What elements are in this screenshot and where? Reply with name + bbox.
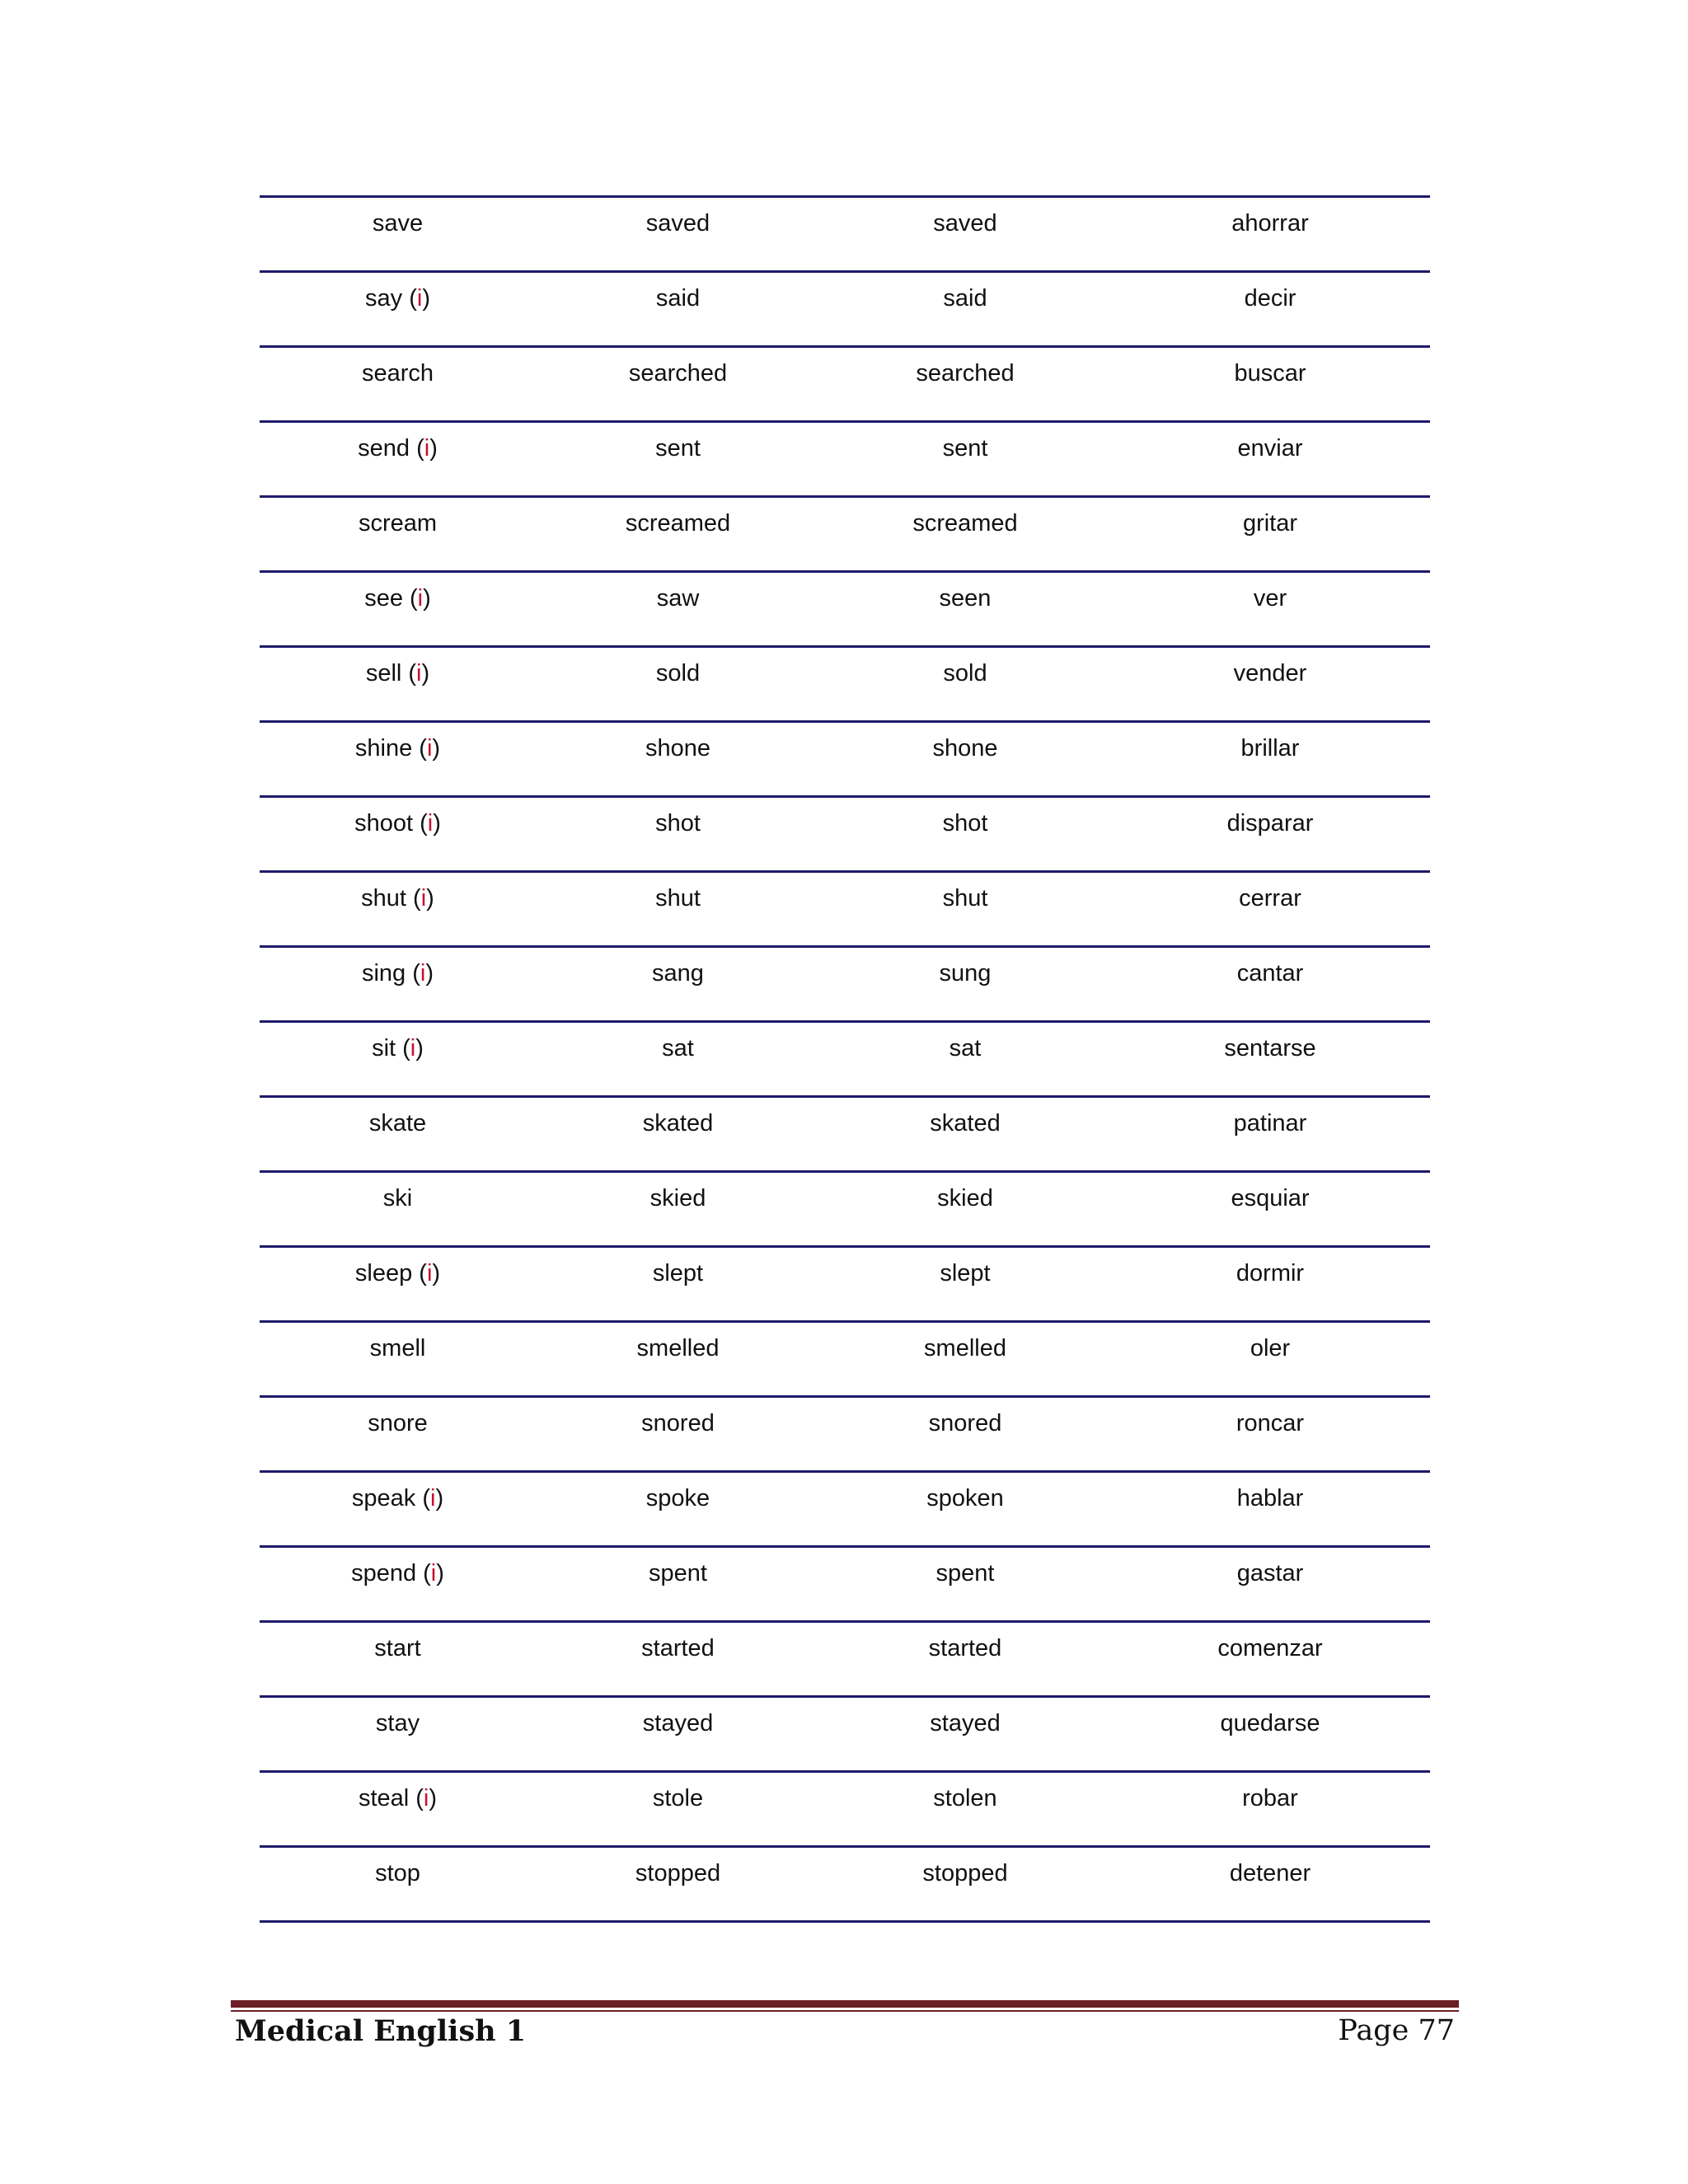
past-form: smelled: [536, 1322, 820, 1397]
past-form: slept: [536, 1247, 820, 1322]
table-row: [260, 422, 1430, 497]
base-form: steal: [358, 1785, 410, 1811]
base-form-cell: shoot (i): [260, 797, 536, 872]
past-participle: shone: [820, 722, 1110, 797]
past-participle: skated: [820, 1097, 1110, 1172]
spanish-translation: disparar: [1110, 797, 1430, 872]
table-row: [260, 1547, 1430, 1622]
irregular-marker: i: [423, 1785, 429, 1811]
table-row: [260, 647, 1430, 722]
verb-table-body: [260, 197, 1430, 1922]
spanish-translation: dormir: [1110, 1247, 1430, 1322]
past-form: spent: [536, 1547, 820, 1622]
past-participle: snored: [820, 1397, 1110, 1472]
base-form-cell: sing (i): [260, 947, 536, 1022]
past-participle: screamed: [820, 497, 1110, 572]
footer-title: Medical English 1: [235, 2014, 527, 2048]
page-number: Page 77: [1338, 2014, 1455, 2047]
past-participle: skied: [820, 1172, 1110, 1247]
past-participle: searched: [820, 347, 1110, 422]
table-row: [260, 947, 1430, 1022]
past-participle: sat: [820, 1022, 1110, 1097]
irregular-marker: i: [417, 585, 424, 612]
past-form: stole: [536, 1772, 820, 1847]
footer-rule-thin: [231, 2010, 1459, 2012]
base-form-cell: say (i): [260, 272, 536, 347]
past-form: stopped: [536, 1847, 820, 1922]
base-form-cell: steal (i): [260, 1772, 536, 1847]
irregular-marker: i: [430, 1560, 437, 1586]
past-participle: stolen: [820, 1772, 1110, 1847]
past-form: shot: [536, 797, 820, 872]
base-form: shut: [361, 885, 406, 912]
past-participle: said: [820, 272, 1110, 347]
base-form-cell: [260, 1322, 536, 1397]
spanish-translation: oler: [1110, 1322, 1430, 1397]
base-form: say: [365, 285, 403, 312]
table-row: [260, 1697, 1430, 1772]
spanish-translation: vender: [1110, 647, 1430, 722]
past-participle: saved: [820, 197, 1110, 272]
base-form: spend: [351, 1560, 417, 1586]
table-row: [260, 347, 1430, 422]
past-form: stayed: [536, 1697, 820, 1772]
base-form: save: [372, 210, 424, 237]
table-row: [260, 572, 1430, 647]
spanish-translation: enviar: [1110, 422, 1430, 497]
irregular-marker: i: [427, 810, 434, 837]
base-form-cell: [260, 1172, 536, 1247]
past-participle: sold: [820, 647, 1110, 722]
base-form-cell: sell (i): [260, 647, 536, 722]
table-row: [260, 797, 1430, 872]
spanish-translation: decir: [1110, 272, 1430, 347]
base-form: sing: [361, 960, 406, 987]
past-participle: sung: [820, 947, 1110, 1022]
past-form: searched: [536, 347, 820, 422]
table-row: [260, 1472, 1430, 1547]
past-participle: shut: [820, 872, 1110, 947]
base-form-cell: shine (i): [260, 722, 536, 797]
spanish-translation: buscar: [1110, 347, 1430, 422]
spanish-translation: patinar: [1110, 1097, 1430, 1172]
spanish-translation: cantar: [1110, 947, 1430, 1022]
base-form: sell: [365, 660, 402, 687]
spanish-translation: gastar: [1110, 1547, 1430, 1622]
base-form: send: [358, 435, 410, 462]
base-form: shoot: [354, 810, 414, 837]
table-row: [260, 1022, 1430, 1097]
base-form-cell: sit (i): [260, 1022, 536, 1097]
base-form: speak: [351, 1485, 416, 1511]
past-participle: smelled: [820, 1322, 1110, 1397]
past-form: snored: [536, 1397, 820, 1472]
spanish-translation: sentarse: [1110, 1022, 1430, 1097]
spanish-translation: gritar: [1110, 497, 1430, 572]
base-form-cell: speak (i): [260, 1472, 536, 1547]
past-form: saw: [536, 572, 820, 647]
base-form: scream: [358, 510, 438, 537]
irregular-marker: i: [410, 1035, 416, 1062]
spanish-translation: quedarse: [1110, 1697, 1430, 1772]
past-participle: slept: [820, 1247, 1110, 1322]
base-form-cell: send (i): [260, 422, 536, 497]
verb-table: [260, 195, 1430, 1923]
spanish-translation: comenzar: [1110, 1622, 1430, 1697]
spanish-translation: hablar: [1110, 1472, 1430, 1547]
past-form: sang: [536, 947, 820, 1022]
spanish-translation: esquiar: [1110, 1172, 1430, 1247]
irregular-marker: i: [429, 1485, 436, 1511]
past-form: said: [536, 272, 820, 347]
past-form: skated: [536, 1097, 820, 1172]
past-participle: spoken: [820, 1472, 1110, 1547]
table-row: [260, 1322, 1430, 1397]
base-form-cell: [260, 1847, 536, 1922]
base-form-cell: [260, 197, 536, 272]
base-form-cell: shut (i): [260, 872, 536, 947]
table-row: [260, 1847, 1430, 1922]
spanish-translation: roncar: [1110, 1397, 1430, 1472]
past-form: sent: [536, 422, 820, 497]
table-row: [260, 497, 1430, 572]
base-form-cell: [260, 347, 536, 422]
past-form: shut: [536, 872, 820, 947]
base-form: skate: [368, 1110, 427, 1137]
past-form: screamed: [536, 497, 820, 572]
table-row: [260, 1772, 1430, 1847]
past-participle: shot: [820, 797, 1110, 872]
irregular-marker: i: [416, 660, 422, 687]
past-form: started: [536, 1622, 820, 1697]
base-form-cell: spend (i): [260, 1547, 536, 1622]
table-row: [260, 272, 1430, 347]
past-participle: started: [820, 1622, 1110, 1697]
irregular-marker: i: [420, 960, 426, 987]
table-row: [260, 197, 1430, 272]
past-form: saved: [536, 197, 820, 272]
footer-rule: [231, 2000, 1459, 2008]
past-form: sat: [536, 1022, 820, 1097]
base-form: start: [374, 1635, 421, 1661]
table-row: [260, 1172, 1430, 1247]
irregular-marker: i: [424, 435, 430, 462]
base-form: stay: [375, 1710, 420, 1736]
base-form-cell: [260, 1622, 536, 1697]
base-form: see: [364, 585, 403, 612]
irregular-marker: i: [426, 735, 433, 762]
table-row: [260, 722, 1430, 797]
irregular-marker: i: [426, 1260, 433, 1286]
base-form: sit: [372, 1035, 396, 1062]
past-participle: stayed: [820, 1697, 1110, 1772]
base-form-cell: [260, 1097, 536, 1172]
spanish-translation: ver: [1110, 572, 1430, 647]
base-form: smell: [369, 1335, 426, 1361]
past-participle: spent: [820, 1547, 1110, 1622]
table-row: [260, 1397, 1430, 1472]
past-participle: seen: [820, 572, 1110, 647]
base-form-cell: [260, 1697, 536, 1772]
spanish-translation: cerrar: [1110, 872, 1430, 947]
spanish-translation: detener: [1110, 1847, 1430, 1922]
past-participle: sent: [820, 422, 1110, 497]
base-form: shine: [354, 735, 413, 762]
table-row: [260, 1247, 1430, 1322]
irregular-marker: i: [420, 885, 427, 912]
base-form: stop: [375, 1860, 420, 1886]
spanish-translation: brillar: [1110, 722, 1430, 797]
base-form-cell: sleep (i): [260, 1247, 536, 1322]
past-form: spoke: [536, 1472, 820, 1547]
base-form: ski: [382, 1185, 413, 1212]
spanish-translation: ahorrar: [1110, 197, 1430, 272]
spanish-translation: robar: [1110, 1772, 1430, 1847]
base-form-cell: [260, 1397, 536, 1472]
past-form: skied: [536, 1172, 820, 1247]
irregular-marker: i: [416, 285, 423, 312]
base-form-cell: see (i): [260, 572, 536, 647]
base-form: sleep: [354, 1260, 413, 1286]
past-form: shone: [536, 722, 820, 797]
table-row: [260, 1622, 1430, 1697]
table-row: [260, 872, 1430, 947]
base-form: snore: [368, 1410, 428, 1436]
past-participle: stopped: [820, 1847, 1110, 1922]
past-form: sold: [536, 647, 820, 722]
table-row: [260, 1097, 1430, 1172]
base-form-cell: [260, 497, 536, 572]
base-form: search: [361, 360, 434, 387]
